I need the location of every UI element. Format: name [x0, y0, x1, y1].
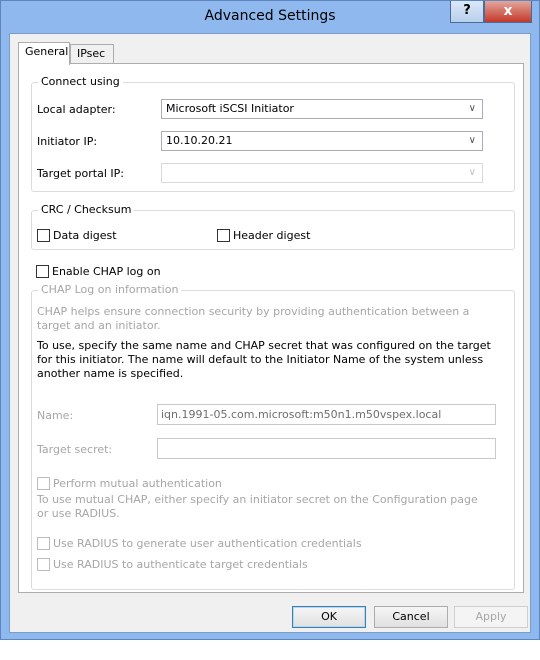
data-digest-label[interactable]: Data digest [53, 229, 117, 242]
radius-user-checkbox[interactable] [37, 537, 50, 550]
chap-group [31, 283, 515, 590]
connect-using-group [31, 75, 515, 192]
target-portal-select[interactable] [161, 163, 483, 183]
tab-ipsec[interactable]: IPsec [70, 44, 114, 64]
mutual-chap-help: To use mutual CHAP, either specify an initiator secret on the Configuration page or use RADIUS. [37, 493, 478, 520]
enable-chap-checkbox[interactable] [36, 265, 49, 278]
local-adapter-value: Microsoft iSCSI Initiator [166, 102, 294, 115]
chevron-down-icon: ∨ [468, 167, 476, 178]
radius-target-label[interactable]: Use RADIUS to authenticate target credentials [53, 558, 308, 571]
chevron-down-icon: ∨ [468, 135, 476, 146]
mutual-auth-checkbox[interactable] [37, 477, 50, 490]
crc-group [31, 203, 515, 250]
target-secret-input[interactable] [157, 438, 496, 459]
chap-help-text: CHAP helps ensure connection security by providing authentication between a target and an initiator. [37, 305, 470, 332]
mutual-auth-label[interactable]: Perform mutual authentication [53, 477, 222, 490]
help-icon[interactable]: ? [450, 1, 484, 23]
general-panel [18, 63, 524, 593]
target-secret-label: Target secret: [37, 443, 113, 456]
chap-legend: CHAP Log on information [38, 283, 181, 297]
radius-target-checkbox[interactable] [37, 558, 50, 571]
data-digest-checkbox[interactable] [37, 229, 50, 242]
dialog-client [9, 33, 531, 633]
close-icon[interactable]: x [484, 1, 532, 23]
cancel-button[interactable]: Cancel [374, 606, 448, 628]
title-bar[interactable] [1, 1, 539, 33]
apply-button[interactable]: Apply [454, 606, 528, 628]
chevron-down-icon: ∨ [468, 103, 476, 114]
initiator-ip-select[interactable] [161, 131, 483, 151]
chap-name-label: Name: [37, 409, 74, 422]
header-digest-checkbox[interactable] [217, 229, 230, 242]
local-adapter-select[interactable] [161, 99, 483, 119]
ok-button[interactable]: OK [292, 606, 366, 628]
window-title: Advanced Settings [204, 8, 336, 24]
tab-general[interactable]: General [18, 42, 70, 65]
target-portal-label: Target portal IP: [37, 167, 124, 180]
initiator-ip-label: Initiator IP: [37, 135, 98, 148]
header-digest-label[interactable]: Header digest [233, 229, 311, 242]
chap-name-input[interactable]: iqn.1991-05.com.microsoft:m50n1.m50vspex.local [157, 404, 496, 425]
connect-using-legend: Connect using [38, 75, 123, 89]
crc-legend: CRC / Checksum [38, 203, 134, 217]
radius-user-label[interactable]: Use RADIUS to generate user authentication credentials [53, 537, 362, 550]
chap-instructions: To use, specify the same name and CHAP secret that was configured on the target for this initiator. The name will default to the Initiator Name of the system unless another name is specified. [37, 339, 491, 380]
enable-chap-label[interactable]: Enable CHAP log on [52, 265, 161, 278]
initiator-ip-value: 10.10.20.21 [166, 134, 233, 147]
local-adapter-label: Local adapter: [37, 103, 116, 116]
